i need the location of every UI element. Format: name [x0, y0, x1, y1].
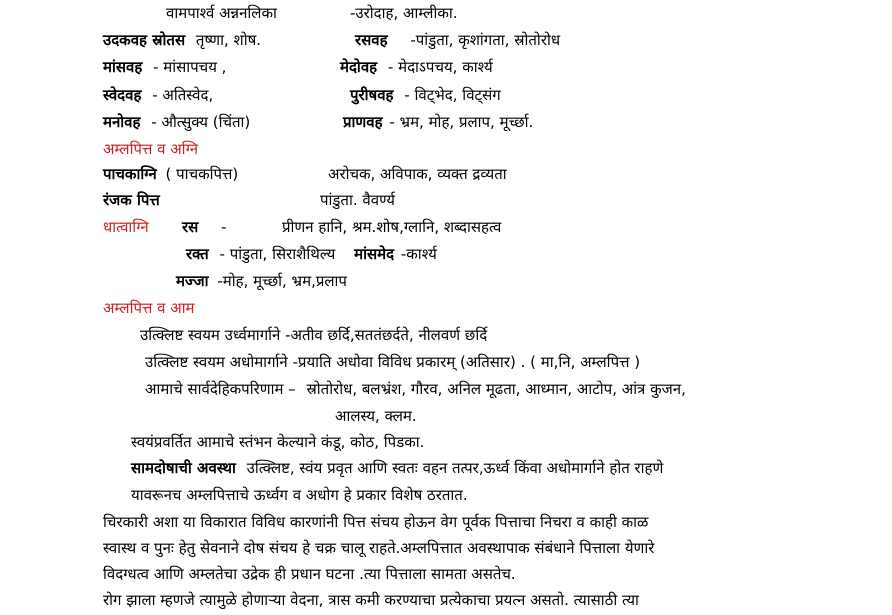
desc: - मांसापचय ,: [153, 58, 227, 76]
text: -उरोदाह, आम्लीका.: [350, 4, 458, 22]
label: मांसमेद: [354, 245, 395, 263]
line-rasa: [182, 217, 226, 237]
label: उदकवह स्रोतस: [103, 31, 186, 49]
line-udakavaha: [103, 30, 261, 50]
line-ranjaka-desc: [320, 190, 395, 210]
line-urdhva: उत्क्लिष्ट स्वयम उर्ध्वमार्गाने -अतीव छर्दि,सततंछर्दते, नीलवर्ण छर्दि: [140, 326, 488, 344]
desc: तृष्णा, शोष.: [195, 31, 262, 49]
desc: - भ्रम, मोह, प्रलाप, मूर्च्छा.: [389, 113, 534, 131]
line-sarvadaihik: [145, 379, 686, 399]
label: रस: [182, 218, 199, 236]
line-manovaha: [103, 112, 250, 132]
label: रक्त: [186, 245, 209, 263]
label: मेदोवह: [340, 58, 378, 76]
para-line-1: चिरकारी अशा या विकारात विविध कारणांनी पित्त संचय होऊन वेग पूर्वक पित्ताचा निचरा व काही काळ: [103, 513, 649, 531]
text: वामपार्श्व अन्ननलिका: [166, 4, 277, 22]
para-line-2: स्वास्थ व पुनः हेतु सेवनाने दोष संचय हे चक्र चालू राहते.अम्लपित्तात अवस्थापाक संबंधाने पित्ताला येणारे: [103, 539, 655, 557]
desc: ( पाचकपित्त): [165, 165, 239, 183]
label: मज्जा: [176, 272, 209, 290]
heading-dhatvagni: धात्वाग्नि: [103, 218, 149, 236]
text: स्रोतोरोध, बलभ्रंश, गौरव, अनिल मूढता, आध्मान, आटोप, आंत्र कुजन,: [306, 380, 686, 398]
desc: - अतिस्वेद,: [152, 86, 214, 104]
desc: -कार्श्य: [400, 245, 437, 263]
desc: - मेदाऽपचय, कार्श्य: [387, 58, 493, 76]
label: पाचकाग्नि: [103, 165, 157, 183]
label: पुरीषवह: [350, 86, 394, 104]
desc: -पांडुता, कृशांगता, स्रोतोरोध: [410, 31, 561, 49]
line-vamparshva: [166, 3, 277, 23]
para-line-3: विदग्धत्व आणि अम्लतेचा उद्रेक ही प्रधान घटना .त्या पित्ताला सामता असतेच.: [103, 565, 516, 583]
line-svedavaha: [103, 85, 213, 105]
line-yavaruncha: यावरूनच अम्लपित्ताचे ऊर्ध्वग व अधोग हे प्रकार विशेष ठरतात.: [131, 486, 468, 504]
desc: उत्क्लिष्ट, स्वंय प्रवृत आणि स्वतः वहन तत्पर,ऊर्ध्व किंवा अधोमार्गाने होत राहणे: [246, 459, 664, 477]
line-pachakagni-desc: [328, 164, 507, 184]
line-stambhana: स्वयंप्रवर्तित आमाचे स्तंभन केल्याने कंडू, कोठ, पिडका.: [131, 433, 425, 451]
label: सामदोषाची अवस्था: [131, 459, 236, 477]
desc: -मोह, मूर्च्छा, भ्रम,प्रलाप: [217, 272, 347, 290]
line-ranjaka: [103, 190, 160, 210]
desc: पांडुता. वैवर्ण्य: [320, 191, 395, 209]
desc: - औत्सुक्य (चिंता): [151, 113, 251, 131]
line-vamparshva-desc: [350, 3, 458, 23]
label: रंजक पित्त: [103, 191, 160, 209]
heading-amlapitta-ama: अम्लपित्त व आम: [103, 299, 195, 317]
text: आमाचे सार्वदेहिकपरिणाम –: [145, 380, 296, 398]
heading-amlapitta-agni: अम्लपित्त व अग्नि: [103, 140, 199, 158]
line-medovaha: [340, 57, 493, 77]
desc: - पांडुता, सिराशैथिल्य: [219, 245, 336, 263]
line-rakta: [186, 244, 437, 264]
desc: - विट्भेद, विट्संग: [404, 86, 501, 104]
line-alasya: आलस्य, क्लम.: [335, 407, 417, 425]
dash: -: [221, 218, 227, 236]
label: रसवह: [355, 31, 388, 49]
label: प्राणवह: [343, 113, 383, 131]
label: स्वेदवह: [103, 86, 142, 104]
line-rasa-desc: [282, 217, 501, 237]
line-majja: [176, 271, 347, 291]
line-samadosha: [131, 458, 663, 478]
desc: अरोचक, अविपाक, व्यक्त द्रव्यता: [328, 165, 507, 183]
line-rasavaha: [355, 30, 560, 50]
line-pachakagni: [103, 164, 238, 184]
line-pranavaha: [343, 112, 533, 132]
label: मनोवह: [103, 113, 141, 131]
line-mamsavaha: [103, 57, 226, 77]
line-adho: उत्क्लिष्ट स्वयम अधोमार्गाने -प्रयाति अधोवा विविध प्रकारम् (अतिसार) . ( मा,नि, अम्लपित्त ): [145, 353, 641, 371]
label: मांसवह: [103, 58, 143, 76]
line-purishavaha: [350, 85, 501, 105]
para-line-4: रोग झाला म्हणजे त्यामुळे होणाऱ्या वेदना, त्रास कमी करण्याचा प्रत्येकाचा प्रयत्न असतो. त्यासाठी त्या: [103, 591, 639, 609]
desc: प्रीणन हानि, श्रम.शोष,ग्लानि, शब्दासहत्व: [282, 218, 502, 236]
